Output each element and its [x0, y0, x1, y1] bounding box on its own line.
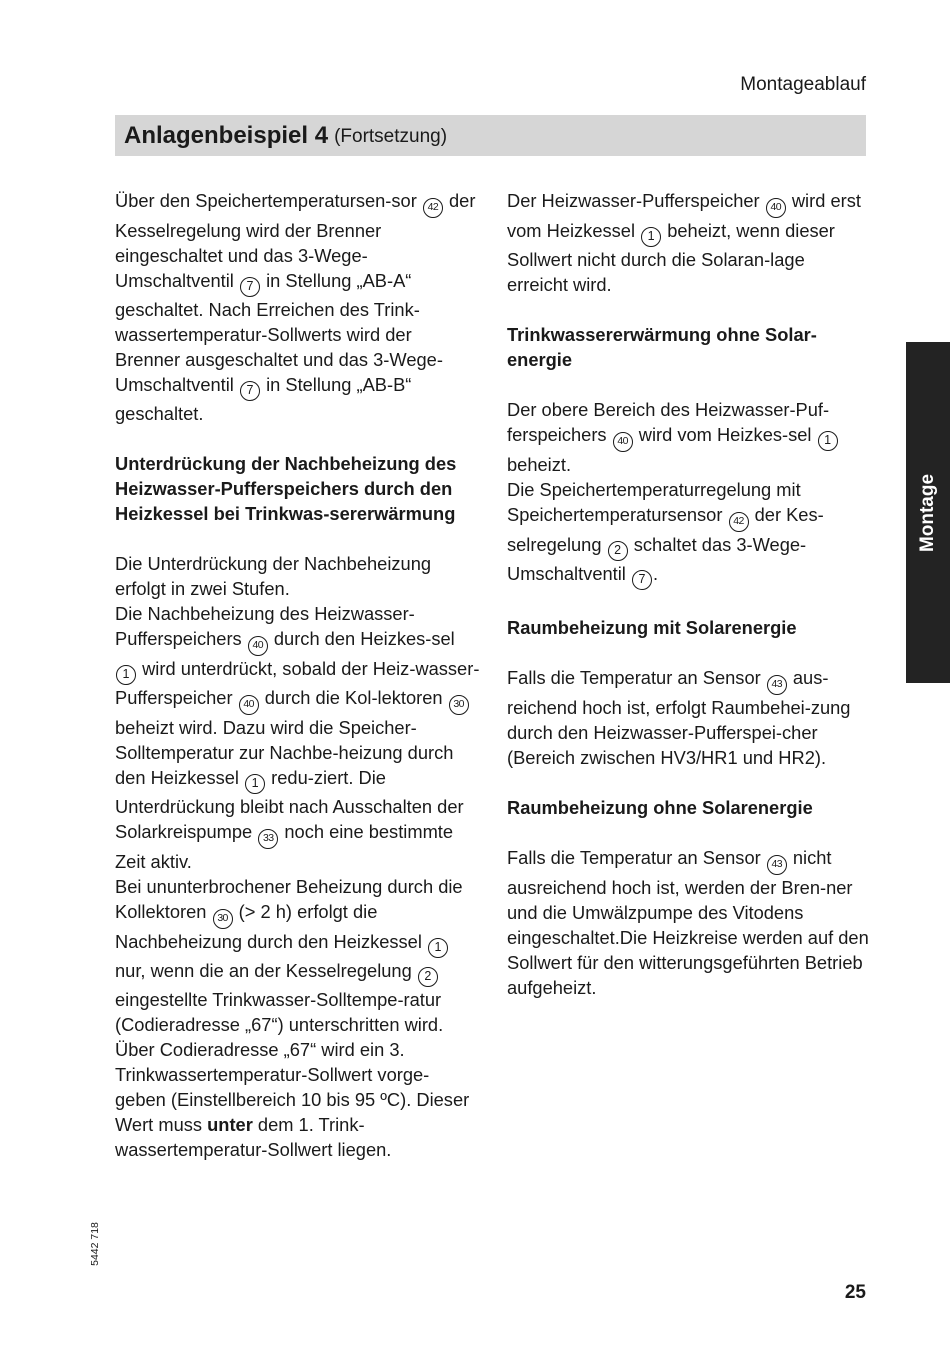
- paragraph-upper-area: [507, 397, 869, 477]
- text-span: (> 2 h) erfolgt die Nachbeheizung durch den Heizkessel: [115, 901, 422, 952]
- text-span: aus-reichend hoch ist, erfolgt Raumbehei-zung durch den Heizwasser-Pufferspei-cher (Bereich zwischen HV3/HR1 und HR2).: [507, 667, 851, 768]
- chapter-tab-montage: [906, 342, 950, 683]
- text-span: Falls die Temperatur an Sensor: [507, 847, 761, 868]
- ref-marker-30: 30: [213, 909, 233, 929]
- text-span: beheizt wird. Dazu wird die Speicher-Solltemperatur zur Nachbe-heizung durch den Heizkessel: [115, 717, 454, 788]
- ref-marker-43: 43: [767, 855, 787, 875]
- heading-room-heating-with-solar: Raumbeheizung mit Solarenergie: [507, 617, 797, 638]
- text-span: Bei ununterbrochener Beheizung durch die Kollektoren: [115, 876, 463, 922]
- paragraph-suppression-detail: [115, 601, 480, 874]
- ref-marker-1: 1: [818, 431, 838, 451]
- paragraph-room-heating-without-solar: [507, 845, 869, 1000]
- text-span: Der obere Bereich des Heizwasser-Puf-ferspeichers: [507, 399, 830, 445]
- ref-marker-7: 7: [240, 381, 260, 401]
- text-span: wird vom Heizkes-sel: [638, 424, 812, 445]
- document-number: 5442 718: [89, 1222, 101, 1266]
- paragraph-room-heating-with-solar: [507, 665, 869, 770]
- text-span: .: [652, 563, 659, 584]
- ref-marker-2: 2: [418, 967, 438, 987]
- text-span: schaltet das 3-Wege-Umschaltventil: [507, 534, 807, 584]
- text-span: Über den Speichertemperatursen-sor: [115, 190, 417, 211]
- text-span: noch eine bestimmte Zeit aktiv.: [115, 821, 454, 872]
- ref-marker-40: 40: [248, 636, 268, 656]
- ref-marker-43: 43: [767, 675, 787, 695]
- text-span: in Stellung „AB-A“ geschaltet. Nach Erreichen des Trink-wassertemperatur-Sollwerts wird der Brenner ausgeschaltet und das 3-Wege-Umschaltventil: [115, 270, 443, 395]
- paragraph-uninterrupted-heating: [115, 874, 480, 1037]
- ref-marker-33: 33: [258, 829, 278, 849]
- ref-marker-2: 2: [608, 541, 628, 561]
- text-span: nicht ausreichend hoch ist, werden der Bren-ner und die Umwälzpumpe des Vitodens eingeschaltet.Die Heizkreise werden auf den Sollwert für den witterungsgeführten Betrieb aufgeheizt.: [507, 847, 869, 998]
- text-span: Falls die Temperatur an Sensor: [507, 667, 761, 688]
- text-span: der Kes-selregelung: [507, 504, 824, 555]
- text-span: dem 1. Trink-wassertemperatur-Sollwert liegen.: [115, 1114, 392, 1160]
- text-span: in Stellung „AB-B“ geschaltet.: [115, 374, 412, 424]
- text-span: Über Codieradresse „67“ wird ein 3. Trinkwassertemperatur-Sollwert vorge-geben (Einstellbereich 10 bis 95 ºC). Dieser Wert muss: [115, 1039, 470, 1135]
- left-column: [115, 188, 480, 1162]
- ref-marker-40: 40: [613, 432, 633, 452]
- paragraph-coding-address: [115, 1037, 480, 1162]
- text-span: wird erst vom Heizkessel: [507, 190, 861, 241]
- text-span: nur, wenn die an der Kesselregelung: [115, 960, 412, 981]
- text-span: Die Speichertemperaturregelung mit Speichertemperatursensor: [507, 479, 801, 525]
- heading-dhw-without-solar: Trinkwassererwärmung ohne Solar-energie: [507, 324, 817, 370]
- section-label: Montageablauf: [740, 74, 866, 95]
- ref-marker-1: 1: [428, 938, 448, 958]
- paragraph-sensor-switching: [115, 188, 480, 426]
- page-title: Anlagenbeispiel 4: [124, 121, 329, 149]
- text-span: durch den Heizkes-sel: [273, 628, 455, 649]
- ref-marker-1: 1: [245, 774, 265, 794]
- ref-marker-40: 40: [766, 198, 786, 218]
- text-span: redu-ziert. Die Unterdrückung bleibt nach Ausschalten der Solarkreispumpe: [115, 767, 464, 842]
- ref-marker-42: 42: [423, 198, 443, 218]
- heading-room-heating-without-solar: Raumbeheizung ohne Solarenergie: [507, 797, 813, 818]
- ref-marker-7: 7: [632, 570, 652, 590]
- paragraph-two-stages: Die Unterdrückung der Nachbeheizung erfolgt in zwei Stufen.: [115, 553, 432, 599]
- text-span: beheizt, wenn dieser Sollwert nicht durch die Solaran-lage erreicht wird.: [507, 220, 835, 295]
- right-column: [507, 188, 869, 1000]
- text-span: wird unterdrückt, sobald der Heiz-wasser-Pufferspeicher: [115, 658, 480, 708]
- ref-marker-42: 42: [729, 512, 749, 532]
- page-number: 25: [844, 1282, 866, 1303]
- ref-marker-30: 30: [449, 695, 469, 715]
- text-span: Die Nachbeheizung des Heizwasser-Pufferspeichers: [115, 603, 415, 649]
- paragraph-cylinder-control: [507, 477, 869, 590]
- emphasis-text: unter: [207, 1114, 253, 1135]
- chapter-tab-label: Montage: [917, 473, 938, 552]
- text-span: Der Heizwasser-Pufferspeicher: [507, 190, 760, 211]
- ref-marker-1: 1: [116, 665, 136, 685]
- ref-marker-7: 7: [240, 277, 260, 297]
- ref-marker-1: 1: [641, 227, 661, 247]
- text-span: eingestellte Trinkwasser-Solltempe-ratur (Codieradresse „67“) unterschritten wird.: [115, 989, 444, 1035]
- title-bar: [115, 115, 866, 156]
- heading-suppression: Unterdrückung der Nachbeheizung des Heizwasser-Pufferspeichers durch den Heizkessel bei Trinkwas-sererwärmung: [115, 453, 457, 524]
- paragraph-buffer-heating: [507, 188, 869, 297]
- page-subtitle: (Fortsetzung): [334, 125, 448, 147]
- text-span: der Kesselregelung wird der Brenner eingeschaltet und das 3-Wege-Umschaltventil: [115, 190, 476, 291]
- text-span: durch die Kol-lektoren: [264, 687, 443, 708]
- ref-marker-40: 40: [239, 695, 259, 715]
- text-span: beheizt.: [507, 454, 572, 475]
